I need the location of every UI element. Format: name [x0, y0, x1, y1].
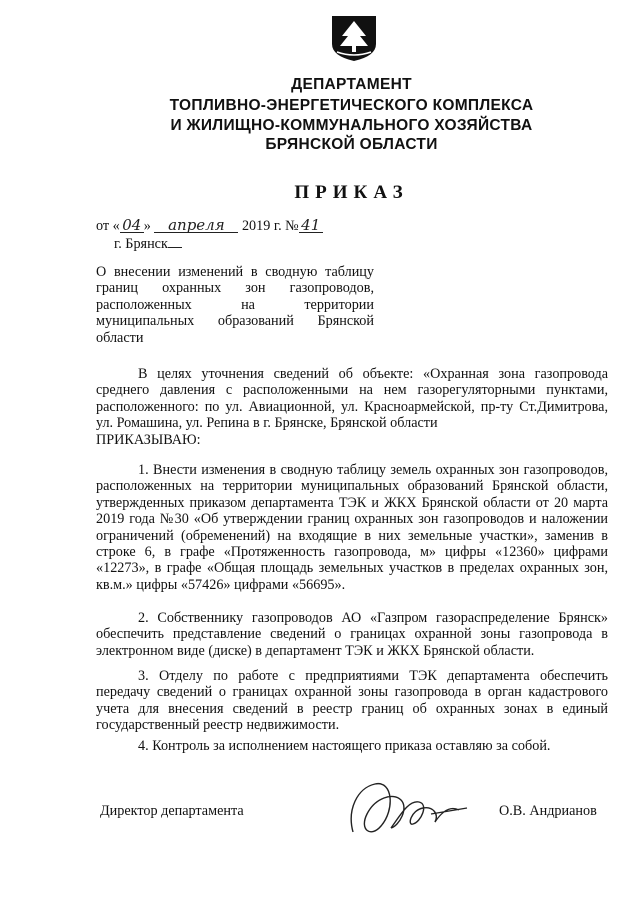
order-date-line	[96, 218, 323, 234]
order-city	[114, 236, 182, 252]
date-day-close: »	[143, 218, 151, 234]
preamble-paragraph: В целях уточнения сведений об объекте: «Охранная зона газопровода среднего давления с расположенными на нем газорегуляторными пунктами, расположенного: по ул. Авиационной, ул. Красноармейской, пр-ту Ст.Димитрова, ул. Ромашина, ул. Репина в г. Брянске, Брянской области	[96, 366, 608, 432]
date-prefix: от «	[96, 218, 120, 234]
department-header-line-4: БРЯНСКОЙ ОБЛАСТИ	[265, 136, 438, 153]
number-prefix: №	[285, 218, 299, 234]
coat-of-arms-icon	[329, 14, 379, 62]
date-year: 2019 г.	[241, 218, 282, 234]
command-word: ПРИКАЗЫВАЮ:	[96, 432, 201, 448]
order-item-2: 2. Собственнику газопроводов АО «Газпром газораспределение Брянск» обеспечить представление сведений о границах охранной зоны газопровода в электронном виде (диске) в департамент ТЭК и ЖКХ Брянской области.	[96, 610, 608, 659]
order-subject: О внесении изменений в сводную таблицу границ охранных зон газопроводов, расположенных на территории муниципальных образований Брянской области	[96, 264, 374, 346]
order-item-4: 4. Контроль за исполнением настоящего приказа оставляю за собой.	[138, 738, 551, 754]
handwritten-signature	[335, 770, 485, 850]
department-header-line-1: ДЕПАРТАМЕНТ	[291, 76, 412, 93]
signatory-name: О.В. Андрианов	[499, 803, 597, 819]
department-header-line-2: ТОПЛИВНО-ЭНЕРГЕТИЧЕСКОГО КОМПЛЕКСА	[169, 97, 534, 114]
city-name: г. Брянск	[114, 236, 168, 252]
document-title: ПРИКАЗ	[294, 182, 409, 203]
order-number: 41	[299, 218, 323, 233]
signatory-position: Директор департамента	[100, 803, 244, 819]
order-item-3: 3. Отделу по работе с предприятиями ТЭК департамента обеспечить передачу сведений о границах охранной зоны газопровода в орган кадастрового учета для внесения сведений в реестр границ об охранных зонах в единый государственный реестр недвижимости.	[96, 668, 608, 734]
department-header-line-3: И ЖИЛИЩНО-КОММУНАЛЬНОГО ХОЗЯЙСТВА	[170, 117, 533, 134]
date-day: 04	[120, 218, 144, 233]
order-item-1: 1. Внести изменения в сводную таблицу земель охранных зон газопроводов, расположенных на территории муниципальных образований Брянской области, утвержденных приказом департамента ТЭК и ЖКХ Брянской области от 20 марта 2019 года №30 «Об утверждении границ охранных зон газопроводов и наложении ограничений (обременений) на входящие в них земельные участки», заменив в строке 6, в графе «Протяженность газопровода, м» цифры «12360» цифрами «12273», в графе «Общая площадь земельных участков в пределах охранных зон, кв.м.» цифры «57426» цифрами «56695».	[96, 462, 608, 593]
date-month: апреля	[154, 218, 238, 233]
